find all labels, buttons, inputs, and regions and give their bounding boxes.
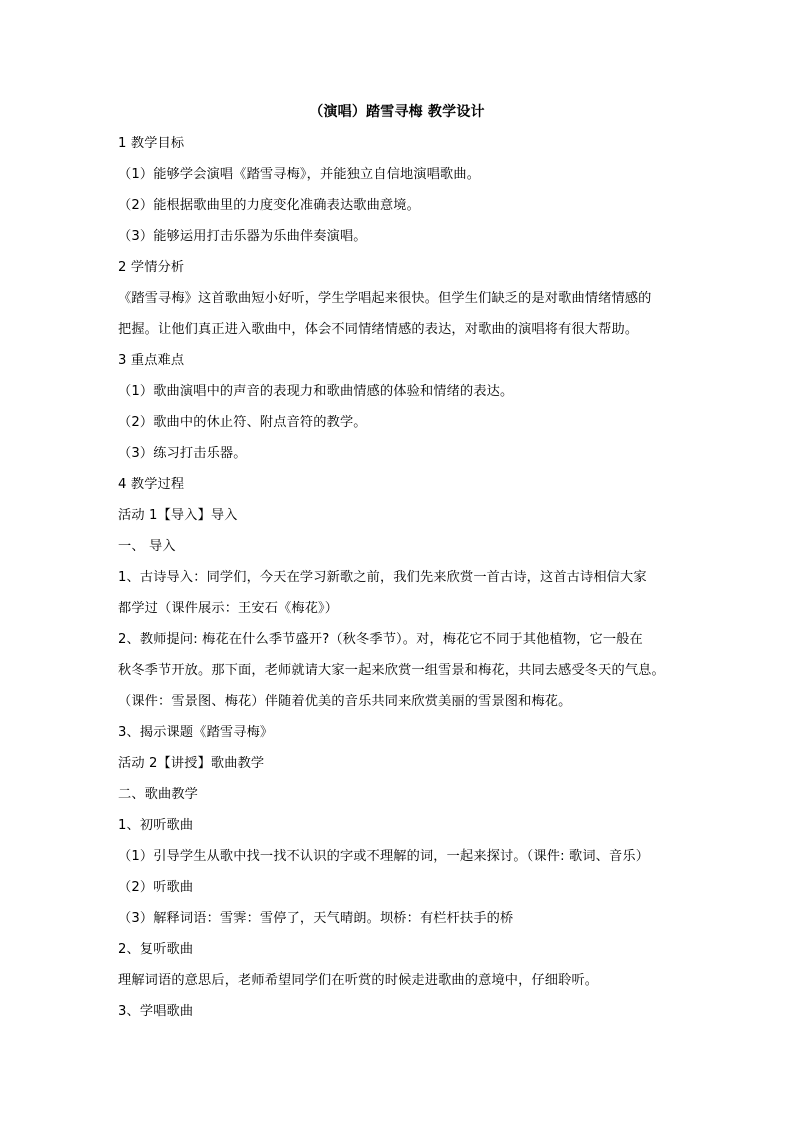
goal-item-3: （3）能够运用打击乐器为乐曲伴奏演唱。 (118, 229, 367, 244)
paragraph-line: （2）听歌曲 (118, 880, 194, 895)
paragraph-line: 都学过（课件展示：王安石《梅花》） (118, 601, 339, 616)
step-first-listen: 1、初听歌曲 (118, 818, 194, 833)
section-intro-heading: 一、 导入 (118, 539, 176, 554)
paragraph-line: 秋冬季节开放。那下面，老师就请大家一起来欣赏一组雪景和梅花，共同去感受冬天的气息。 (118, 663, 665, 678)
paragraph-line: （1）引导学生从歌中找一找不认识的字或不理解的词，一起来探讨。（课件: 歌词、音乐） (118, 849, 650, 864)
heading-key-points: 3 重点难点 (118, 353, 185, 368)
paragraph-line: 理解词语的意思后，老师希望同学们在听赏的时候走进歌曲的意境中，仔细聆听。 (118, 973, 599, 988)
goal-item-2: （2）能根据歌曲里的力度变化准确表达歌曲意境。 (118, 198, 420, 213)
paragraph-line: 3、揭示课题《踏雪寻梅》 (118, 725, 274, 740)
document-body (118, 131, 678, 1030)
section-song-teaching-heading: 二、歌曲教学 (118, 787, 199, 802)
key-point-item-3: （3）练习打击乐器。 (118, 446, 247, 461)
paragraph-line: （课件：雪景图、梅花）伴随着优美的音乐共同来欣赏美丽的雪景图和梅花。 (118, 694, 572, 709)
step-second-listen: 2、复听歌曲 (118, 942, 194, 957)
paragraph-line: 把握。让他们真正进入歌曲中，体会不同情绪情感的表达，对歌曲的演唱将有很大帮助。 (118, 322, 639, 337)
key-point-item-2: （2）歌曲中的休止符、附点音符的教学。 (118, 415, 367, 430)
goal-item-1: （1）能够学会演唱《踏雪寻梅》，并能独立自信地演唱歌曲。 (118, 167, 481, 182)
key-point-item-1: （1）歌曲演唱中的声音的表现力和歌曲情感的体验和情绪的表达。 (118, 384, 514, 399)
document-title: （演唱）踏雪寻梅 教学设计 (309, 104, 485, 120)
activity-1-heading: 活动 1【导入】导入 (118, 508, 238, 523)
activity-2-heading: 活动 2【讲授】歌曲教学 (118, 756, 265, 771)
heading-teaching-process: 4 教学过程 (118, 477, 185, 492)
step-learn-song: 3、学唱歌曲 (118, 1004, 194, 1019)
paragraph-line: （3）解释词语：雪霁：雪停了，天气晴朗。坝桥：有栏杆扶手的桥 (118, 911, 514, 926)
paragraph-line: 1、古诗导入：同学们，今天在学习新歌之前，我们先来欣赏一首古诗，这首古诗相信大家 (118, 570, 647, 585)
paragraph-line: 《踏雪寻梅》这首歌曲短小好听，学生学唱起来很快。但学生们缺乏的是对歌曲情绪情感的 (118, 291, 652, 306)
heading-student-analysis: 2 学情分析 (118, 260, 185, 275)
heading-teaching-goals: 1 教学目标 (118, 136, 185, 151)
paragraph-line: 2、教师提问: 梅花在什么季节盛开?（秋冬季节）。对，梅花它不同于其他植物，它一般在 (118, 632, 643, 647)
